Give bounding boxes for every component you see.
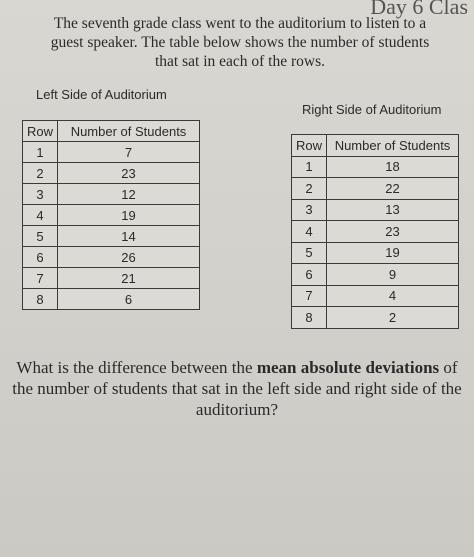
row-number-cell: 7 <box>292 285 327 307</box>
table-row <box>292 242 459 264</box>
page-header: Day 6 Clas <box>370 0 468 19</box>
students-cell: 12 <box>58 184 200 205</box>
table-row <box>292 285 459 307</box>
table-row <box>23 226 200 247</box>
students-cell: 22 <box>327 178 459 200</box>
table-row <box>292 307 459 329</box>
question-text <box>6 357 468 420</box>
row-number-cell: 5 <box>292 242 327 264</box>
row-number-cell: 7 <box>23 268 58 289</box>
students-cell: 9 <box>327 264 459 286</box>
column-header-students: Number of Students <box>58 121 200 142</box>
row-number-cell: 6 <box>23 247 58 268</box>
column-header-row: Row <box>292 135 327 157</box>
row-number-cell: 4 <box>23 205 58 226</box>
table-header-row <box>23 121 200 142</box>
students-cell: 18 <box>327 156 459 178</box>
table-row <box>23 184 200 205</box>
students-cell: 23 <box>58 163 200 184</box>
table-header-row <box>292 135 459 157</box>
students-cell: 13 <box>327 199 459 221</box>
students-cell: 19 <box>58 205 200 226</box>
question-part: of the number of students that sat in the left side and right side of the auditorium? <box>12 358 462 419</box>
left-side-label: Left Side of Auditorium <box>36 87 167 102</box>
row-number-cell: 5 <box>23 226 58 247</box>
table-row <box>292 221 459 243</box>
column-header-row: Row <box>23 121 58 142</box>
row-number-cell: 6 <box>292 264 327 286</box>
table-row <box>23 142 200 163</box>
table-row <box>292 199 459 221</box>
question-part: What is the difference between the <box>16 358 257 377</box>
intro-line: that sat in each of the rows. <box>154 53 325 70</box>
table-row <box>23 289 200 310</box>
table-row <box>23 205 200 226</box>
students-cell: 26 <box>58 247 200 268</box>
row-number-cell: 2 <box>292 178 327 200</box>
students-cell: 14 <box>58 226 200 247</box>
students-cell: 21 <box>58 268 200 289</box>
row-number-cell: 1 <box>23 142 58 163</box>
students-cell: 4 <box>327 285 459 307</box>
row-number-cell: 4 <box>292 221 327 243</box>
table-row <box>23 247 200 268</box>
row-number-cell: 8 <box>23 289 58 310</box>
right-side-table <box>291 134 459 329</box>
row-number-cell: 2 <box>23 163 58 184</box>
table-row <box>23 163 200 184</box>
students-cell: 2 <box>327 307 459 329</box>
right-side-label: Right Side of Auditorium <box>302 102 442 117</box>
row-number-cell: 3 <box>23 184 58 205</box>
students-cell: 23 <box>327 221 459 243</box>
intro-line: guest speaker. The table below shows the number of students <box>50 34 430 51</box>
students-cell: 6 <box>58 289 200 310</box>
students-cell: 19 <box>327 242 459 264</box>
table-row <box>292 264 459 286</box>
intro-paragraph <box>14 14 466 71</box>
intro-line: The seventh grade class went to the auditorium to listen to a <box>53 15 427 32</box>
row-number-cell: 3 <box>292 199 327 221</box>
table-row <box>23 268 200 289</box>
students-cell: 7 <box>58 142 200 163</box>
left-side-table <box>22 120 200 310</box>
question-bold-term: mean absolute deviations <box>256 358 440 377</box>
column-header-students: Number of Students <box>327 135 459 157</box>
table-row <box>292 156 459 178</box>
table-row <box>292 178 459 200</box>
row-number-cell: 8 <box>292 307 327 329</box>
row-number-cell: 1 <box>292 156 327 178</box>
